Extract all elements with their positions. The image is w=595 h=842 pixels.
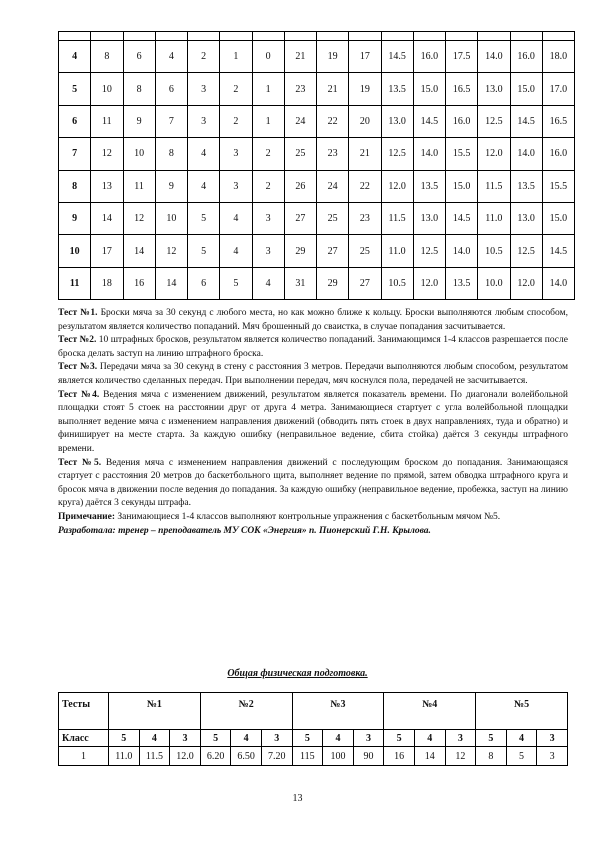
table-cell: 23 <box>349 202 381 234</box>
table-cell <box>349 32 381 41</box>
grade-cell: 5 <box>476 730 507 747</box>
grade-cell: 3 <box>445 730 476 747</box>
table-cell <box>188 32 220 41</box>
table-cell: 16.5 <box>542 105 574 137</box>
table-cell: 16.0 <box>446 105 478 137</box>
table-cell: 17.5 <box>446 41 478 73</box>
table-cell: 13.5 <box>446 267 478 299</box>
table-cell: 24 <box>284 105 316 137</box>
table-cell: 12.5 <box>510 235 542 267</box>
table-cell: 17.0 <box>542 73 574 105</box>
table-cell: 16.0 <box>510 41 542 73</box>
table-cell <box>59 32 91 41</box>
table-cell: 3 <box>188 73 220 105</box>
table-cell: 3 <box>220 138 252 170</box>
table-cell: 5 <box>188 202 220 234</box>
class-cell: 9 <box>59 202 91 234</box>
paragraph-lead: Тест №3. <box>58 362 98 373</box>
paragraph-text: Ведения мяча с изменением направления движений с последующим броском до попадания. Занимающаяся стартует с расстояния 20 метров до баскетбольного щита, выполняет ведение по прямой, затем обводка штрафного круга и бросок мяча в движении после ведения до попадания. За каждую ошибку (неправильное ведение, пробежка, заступ на линию круга) даётся 3 секунды штрафа. <box>58 457 568 509</box>
table-cell: 25 <box>317 202 349 234</box>
table-cell: 11.5 <box>478 170 510 202</box>
value-cell: 8 <box>476 747 507 766</box>
table-cell: 10.5 <box>381 267 413 299</box>
class-cell: 1 <box>59 747 109 766</box>
table-cell <box>413 32 445 41</box>
table-cell: 12 <box>123 202 155 234</box>
table-cell: 16.0 <box>413 41 445 73</box>
table-cell: 12 <box>155 235 187 267</box>
table-cell: 4 <box>220 202 252 234</box>
class-cell: 7 <box>59 138 91 170</box>
table-cell: 17 <box>91 235 123 267</box>
table-cell: 21 <box>349 138 381 170</box>
table-cell <box>284 32 316 41</box>
table-cell: 12.5 <box>381 138 413 170</box>
table-cell: 13 <box>91 170 123 202</box>
table-cell: 13.0 <box>478 73 510 105</box>
table-cell: 19 <box>317 41 349 73</box>
table-cell: 26 <box>284 170 316 202</box>
section-title: Общая физическая подготовка. <box>227 668 368 679</box>
table-cell: 13.0 <box>381 105 413 137</box>
table-cell: 3 <box>252 202 284 234</box>
table-cell: 8 <box>123 73 155 105</box>
table-row <box>59 41 575 73</box>
table-cell: 6 <box>155 73 187 105</box>
table-cell: 12.0 <box>510 267 542 299</box>
page-number: 13 <box>292 793 303 804</box>
paragraph-text: Ведения мяча с изменением движений, результатом является показатель времени. По диагонали волейбольной площадки стоят 5 стоек на расстоянии друг от друга 4 метра. Занимающиеся стартует с угла волейбольной площадки выполняет ведение мяча с изменением направления движений (обводить пять стоек в двух направлениях, туда и обратно) и финиширует на месте старта. За каждую ошибку (неправильное ведение, сбита стойка) даётся 3 секунды штрафного времени. <box>58 389 568 454</box>
table-cell: 4 <box>188 170 220 202</box>
test-header: №2 <box>200 693 292 730</box>
table-cell: 2 <box>220 73 252 105</box>
test-header: №5 <box>476 693 568 730</box>
table-cell: 11.5 <box>381 202 413 234</box>
table-cell: 18.0 <box>542 41 574 73</box>
table-cell: 15.0 <box>446 170 478 202</box>
table-cell: 10 <box>91 73 123 105</box>
table-stub-row <box>59 32 575 41</box>
table-cell: 11 <box>123 170 155 202</box>
table-cell: 3 <box>252 235 284 267</box>
class-cell: 5 <box>59 73 91 105</box>
table-cell: 2 <box>188 41 220 73</box>
table-cell: 13.5 <box>381 73 413 105</box>
table-cell: 27 <box>284 202 316 234</box>
grade-cell: 5 <box>200 730 231 747</box>
table-cell: 29 <box>317 267 349 299</box>
table-cell: 2 <box>220 105 252 137</box>
value-row <box>59 747 568 766</box>
class-cell: 4 <box>59 41 91 73</box>
table-cell: 20 <box>349 105 381 137</box>
table-cell: 27 <box>317 235 349 267</box>
paragraph <box>58 361 568 388</box>
table-cell: 1 <box>252 73 284 105</box>
table-cell: 14.0 <box>542 267 574 299</box>
table-cell: 2 <box>252 138 284 170</box>
paragraph-lead: Тест №2. <box>58 335 97 346</box>
table-cell: 14.0 <box>413 138 445 170</box>
test-header: №3 <box>292 693 384 730</box>
table-cell: 12.0 <box>478 138 510 170</box>
table-cell: 14 <box>155 267 187 299</box>
table-cell: 5 <box>220 267 252 299</box>
table-cell: 12.5 <box>413 235 445 267</box>
grade-cell: 5 <box>384 730 415 747</box>
paragraph <box>58 389 568 457</box>
paragraph-lead: Тест №5. <box>58 457 102 468</box>
class-cell: 10 <box>59 235 91 267</box>
table-cell <box>155 32 187 41</box>
table-cell: 3 <box>220 170 252 202</box>
table-cell: 21 <box>317 73 349 105</box>
value-cell: 90 <box>353 747 384 766</box>
table-cell: 23 <box>284 73 316 105</box>
value-cell: 16 <box>384 747 415 766</box>
table-cell: 14.5 <box>413 105 445 137</box>
table-cell: 14.5 <box>446 202 478 234</box>
value-cell: 7.20 <box>261 747 292 766</box>
class-cell: 6 <box>59 105 91 137</box>
test-descriptions <box>58 307 568 538</box>
table-cell: 5 <box>188 235 220 267</box>
value-cell: 11.5 <box>139 747 170 766</box>
grade-cell: 5 <box>109 730 140 747</box>
table-cell: 11 <box>91 105 123 137</box>
paragraph <box>58 307 568 334</box>
paragraph <box>58 457 568 511</box>
table-cell: 22 <box>317 105 349 137</box>
header-row <box>59 693 568 730</box>
table-cell: 15.0 <box>510 73 542 105</box>
value-cell: 14 <box>414 747 445 766</box>
value-cell: 3 <box>537 747 568 766</box>
grade-cell: 3 <box>537 730 568 747</box>
table-cell: 15.0 <box>413 73 445 105</box>
table-cell: 23 <box>317 138 349 170</box>
value-cell: 11.0 <box>109 747 140 766</box>
table-cell: 14.5 <box>510 105 542 137</box>
value-cell: 100 <box>323 747 354 766</box>
paragraph <box>58 334 568 361</box>
grade-cell: 3 <box>170 730 201 747</box>
table-cell: 0 <box>252 41 284 73</box>
table-cell: 13.5 <box>510 170 542 202</box>
table-cell: 16 <box>123 267 155 299</box>
test-header: №1 <box>109 693 201 730</box>
value-cell: 6.20 <box>200 747 231 766</box>
table-cell: 16.0 <box>542 138 574 170</box>
table-cell: 27 <box>349 267 381 299</box>
table-row <box>59 170 575 202</box>
table-cell: 15.5 <box>446 138 478 170</box>
table-row <box>59 235 575 267</box>
table-cell <box>252 32 284 41</box>
table-cell: 10 <box>123 138 155 170</box>
grade-row <box>59 730 568 747</box>
paragraph-lead: Тест №4. <box>58 389 100 400</box>
table-cell: 9 <box>123 105 155 137</box>
table-cell: 12.5 <box>478 105 510 137</box>
table-row <box>59 267 575 299</box>
grade-cell: 4 <box>139 730 170 747</box>
table-cell: 14 <box>123 235 155 267</box>
table-cell: 11.0 <box>478 202 510 234</box>
grade-cell: 4 <box>323 730 354 747</box>
table-cell: 15.5 <box>542 170 574 202</box>
table-cell: 19 <box>349 73 381 105</box>
value-cell: 12.0 <box>170 747 201 766</box>
table-cell: 18 <box>91 267 123 299</box>
author-credit: Разработала: тренер – преподаватель МУ СОК «Энергия» п. Пионерский Г.Н. Крылова. <box>58 525 431 536</box>
value-cell: 12 <box>445 747 476 766</box>
table-cell: 17 <box>349 41 381 73</box>
table-cell: 8 <box>91 41 123 73</box>
table-cell: 24 <box>317 170 349 202</box>
table-cell: 6 <box>123 41 155 73</box>
table-cell: 15.0 <box>542 202 574 234</box>
table-row <box>59 105 575 137</box>
class-cell: 11 <box>59 267 91 299</box>
table-cell: 14 <box>91 202 123 234</box>
table-cell: 1 <box>220 41 252 73</box>
table-cell: 14.0 <box>446 235 478 267</box>
table-cell: 12.0 <box>413 267 445 299</box>
paragraph-lead: Тест №1. <box>58 308 98 318</box>
table-cell: 7 <box>155 105 187 137</box>
table-cell: 3 <box>188 105 220 137</box>
class-cell: 8 <box>59 170 91 202</box>
table-cell: 1 <box>252 105 284 137</box>
table-cell: 9 <box>155 170 187 202</box>
grade-cell: 5 <box>292 730 323 747</box>
table-cell: 14.0 <box>510 138 542 170</box>
table-cell: 12.0 <box>381 170 413 202</box>
table-cell <box>91 32 123 41</box>
paragraph-text: Передачи мяча за 30 секунд в стену с расстояния 3 метров. Передачи выполняются любым способом, результатом является количество сделанных передач. При выполнении передач, мяч коснулся пола, передачей не засчитывается. <box>58 362 568 386</box>
table-cell: 4 <box>155 41 187 73</box>
grade-cell: 4 <box>231 730 262 747</box>
table-cell: 12 <box>91 138 123 170</box>
table-cell: 25 <box>349 235 381 267</box>
table-cell: 6 <box>188 267 220 299</box>
table-cell: 4 <box>188 138 220 170</box>
table-row <box>59 202 575 234</box>
table-cell: 13.0 <box>510 202 542 234</box>
paragraph-text: Занимающиеся 1-4 классов выполняют контрольные упражнения с баскетбольным мячом №5. <box>115 511 501 522</box>
grade-cell: 3 <box>353 730 384 747</box>
table-cell <box>446 32 478 41</box>
table-cell: 10 <box>155 202 187 234</box>
table-cell: 8 <box>155 138 187 170</box>
paragraph <box>58 511 568 525</box>
table-cell <box>510 32 542 41</box>
class-label: Класс <box>59 730 109 747</box>
table-cell <box>478 32 510 41</box>
value-cell: 115 <box>292 747 323 766</box>
value-cell: 5 <box>506 747 537 766</box>
table-cell: 4 <box>220 235 252 267</box>
table-cell: 10.0 <box>478 267 510 299</box>
table-cell <box>123 32 155 41</box>
table-cell: 14.0 <box>478 41 510 73</box>
table-cell: 10.5 <box>478 235 510 267</box>
table-cell: 31 <box>284 267 316 299</box>
table-cell: 16.5 <box>446 73 478 105</box>
table-cell: 21 <box>284 41 316 73</box>
value-cell: 6.50 <box>231 747 262 766</box>
grade-cell: 3 <box>261 730 292 747</box>
table-cell <box>381 32 413 41</box>
norms-table <box>58 31 575 300</box>
table-cell: 25 <box>284 138 316 170</box>
paragraph-text: 10 штрафных бросков, результатом является количество попаданий. Занимающимся 1-4 классов разрешается после броска делать заступ на линию штрафного броска. <box>58 335 568 359</box>
general-fitness-table <box>58 692 568 766</box>
table-cell: 2 <box>252 170 284 202</box>
paragraph-text: Броски мяча за 30 секунд с любого места, но как можно ближе к кольцу. Броски выполняются любым способом, результатом является количество попаданий. Мяч брошенный до сваистка, в случае попадания засчитывается. <box>58 308 568 332</box>
table-cell <box>220 32 252 41</box>
paragraph-lead: Примечание: <box>58 511 116 522</box>
grade-cell: 4 <box>506 730 537 747</box>
table-cell: 14.5 <box>542 235 574 267</box>
table-cell: 14.5 <box>381 41 413 73</box>
table-cell: 29 <box>284 235 316 267</box>
table-cell <box>542 32 574 41</box>
table-cell <box>317 32 349 41</box>
table-cell: 4 <box>252 267 284 299</box>
grade-cell: 4 <box>414 730 445 747</box>
table-row <box>59 73 575 105</box>
table-row <box>59 138 575 170</box>
table-cell: 22 <box>349 170 381 202</box>
table-cell: 13.5 <box>413 170 445 202</box>
test-header: №4 <box>384 693 476 730</box>
tests-label: Тесты <box>59 693 109 730</box>
table-cell: 11.0 <box>381 235 413 267</box>
table-cell: 13.0 <box>413 202 445 234</box>
